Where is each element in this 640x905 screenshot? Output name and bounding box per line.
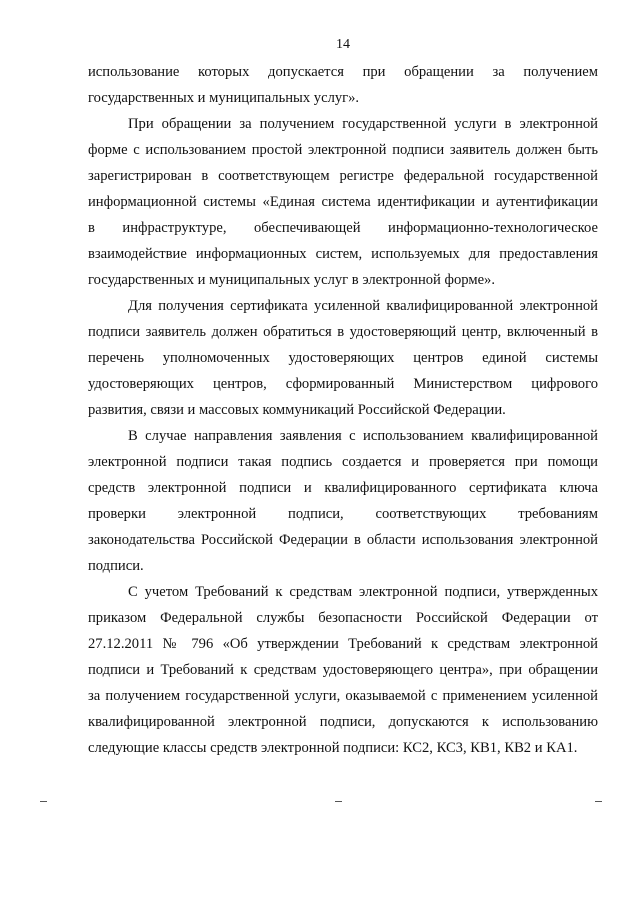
text-line: 27.12.2011 № 796 «Об утверждении Требований к средствам электронной bbox=[88, 636, 598, 652]
page-number: 14 bbox=[336, 37, 350, 52]
text-line: взаимодействие информационных систем, используемых для предоставления bbox=[88, 246, 598, 262]
scan-mark-center bbox=[335, 801, 342, 802]
text-line: форме с использованием простой электронной подписи заявитель должен быть bbox=[88, 142, 598, 158]
text-line: в инфраструктуре, обеспечивающей информационно-технологическое bbox=[88, 220, 598, 236]
text-line: подписи заявитель должен обратиться в удостоверяющий центр, включенный в bbox=[88, 324, 598, 340]
text-line: использование которых допускается при обращении за получением bbox=[88, 64, 598, 80]
text-line: зарегистрирован в соответствующем регистре федеральной государственной bbox=[88, 168, 598, 184]
text-line: за получением государственной услуги, оказываемой с применением усиленной bbox=[88, 688, 598, 704]
text-line: В случае направления заявления с использованием квалифицированной bbox=[128, 428, 598, 444]
text-line: При обращении за получением государственной услуги в электронной bbox=[128, 116, 598, 132]
text-line: приказом Федеральной службы безопасности Российской Федерации от bbox=[88, 610, 598, 626]
text-line: информационной системы «Единая система идентификации и аутентификации bbox=[88, 194, 598, 210]
text-line: средств электронной подписи и квалифицированного сертификата ключа bbox=[88, 480, 598, 496]
text-line: следующие классы средств электронной подписи: КС2, КС3, КВ1, КВ2 и КА1. bbox=[88, 740, 578, 756]
text-line: государственных и муниципальных услуг». bbox=[88, 90, 360, 106]
text-line: удостоверяющих центров, сформированный Министерством цифрового bbox=[88, 376, 598, 392]
text-line: С учетом Требований к средствам электронной подписи, утвержденных bbox=[128, 584, 598, 600]
text-line: подписи. bbox=[88, 558, 144, 574]
text-line: перечень уполномоченных удостоверяющих центров единой системы bbox=[88, 350, 598, 366]
paragraph bbox=[88, 423, 598, 579]
text-line: государственных и муниципальных услуг в электронной форме». bbox=[88, 272, 495, 288]
text-line: развития, связи и массовых коммуникаций Российской Федерации. bbox=[88, 402, 506, 418]
paragraph bbox=[88, 293, 598, 423]
text-line: проверки электронной подписи, соответствующих требованиям bbox=[88, 506, 598, 522]
text-line: квалифицированной электронной подписи, допускаются к использованию bbox=[88, 714, 598, 730]
text-line: законодательства Российской Федерации в области использования электронной bbox=[88, 532, 598, 548]
text-line: подписи и Требований к средствам удостоверяющего центра», при обращении bbox=[88, 662, 598, 678]
text-line: Для получения сертификата усиленной квалифицированной электронной bbox=[128, 298, 598, 314]
paragraph bbox=[88, 59, 598, 111]
scan-mark-right bbox=[595, 801, 602, 802]
paragraph bbox=[88, 579, 598, 761]
document-body bbox=[88, 59, 598, 761]
text-line: электронной подписи такая подпись создается и проверяется при помощи bbox=[88, 454, 598, 470]
scan-mark-left bbox=[40, 801, 47, 802]
paragraph bbox=[88, 111, 598, 293]
